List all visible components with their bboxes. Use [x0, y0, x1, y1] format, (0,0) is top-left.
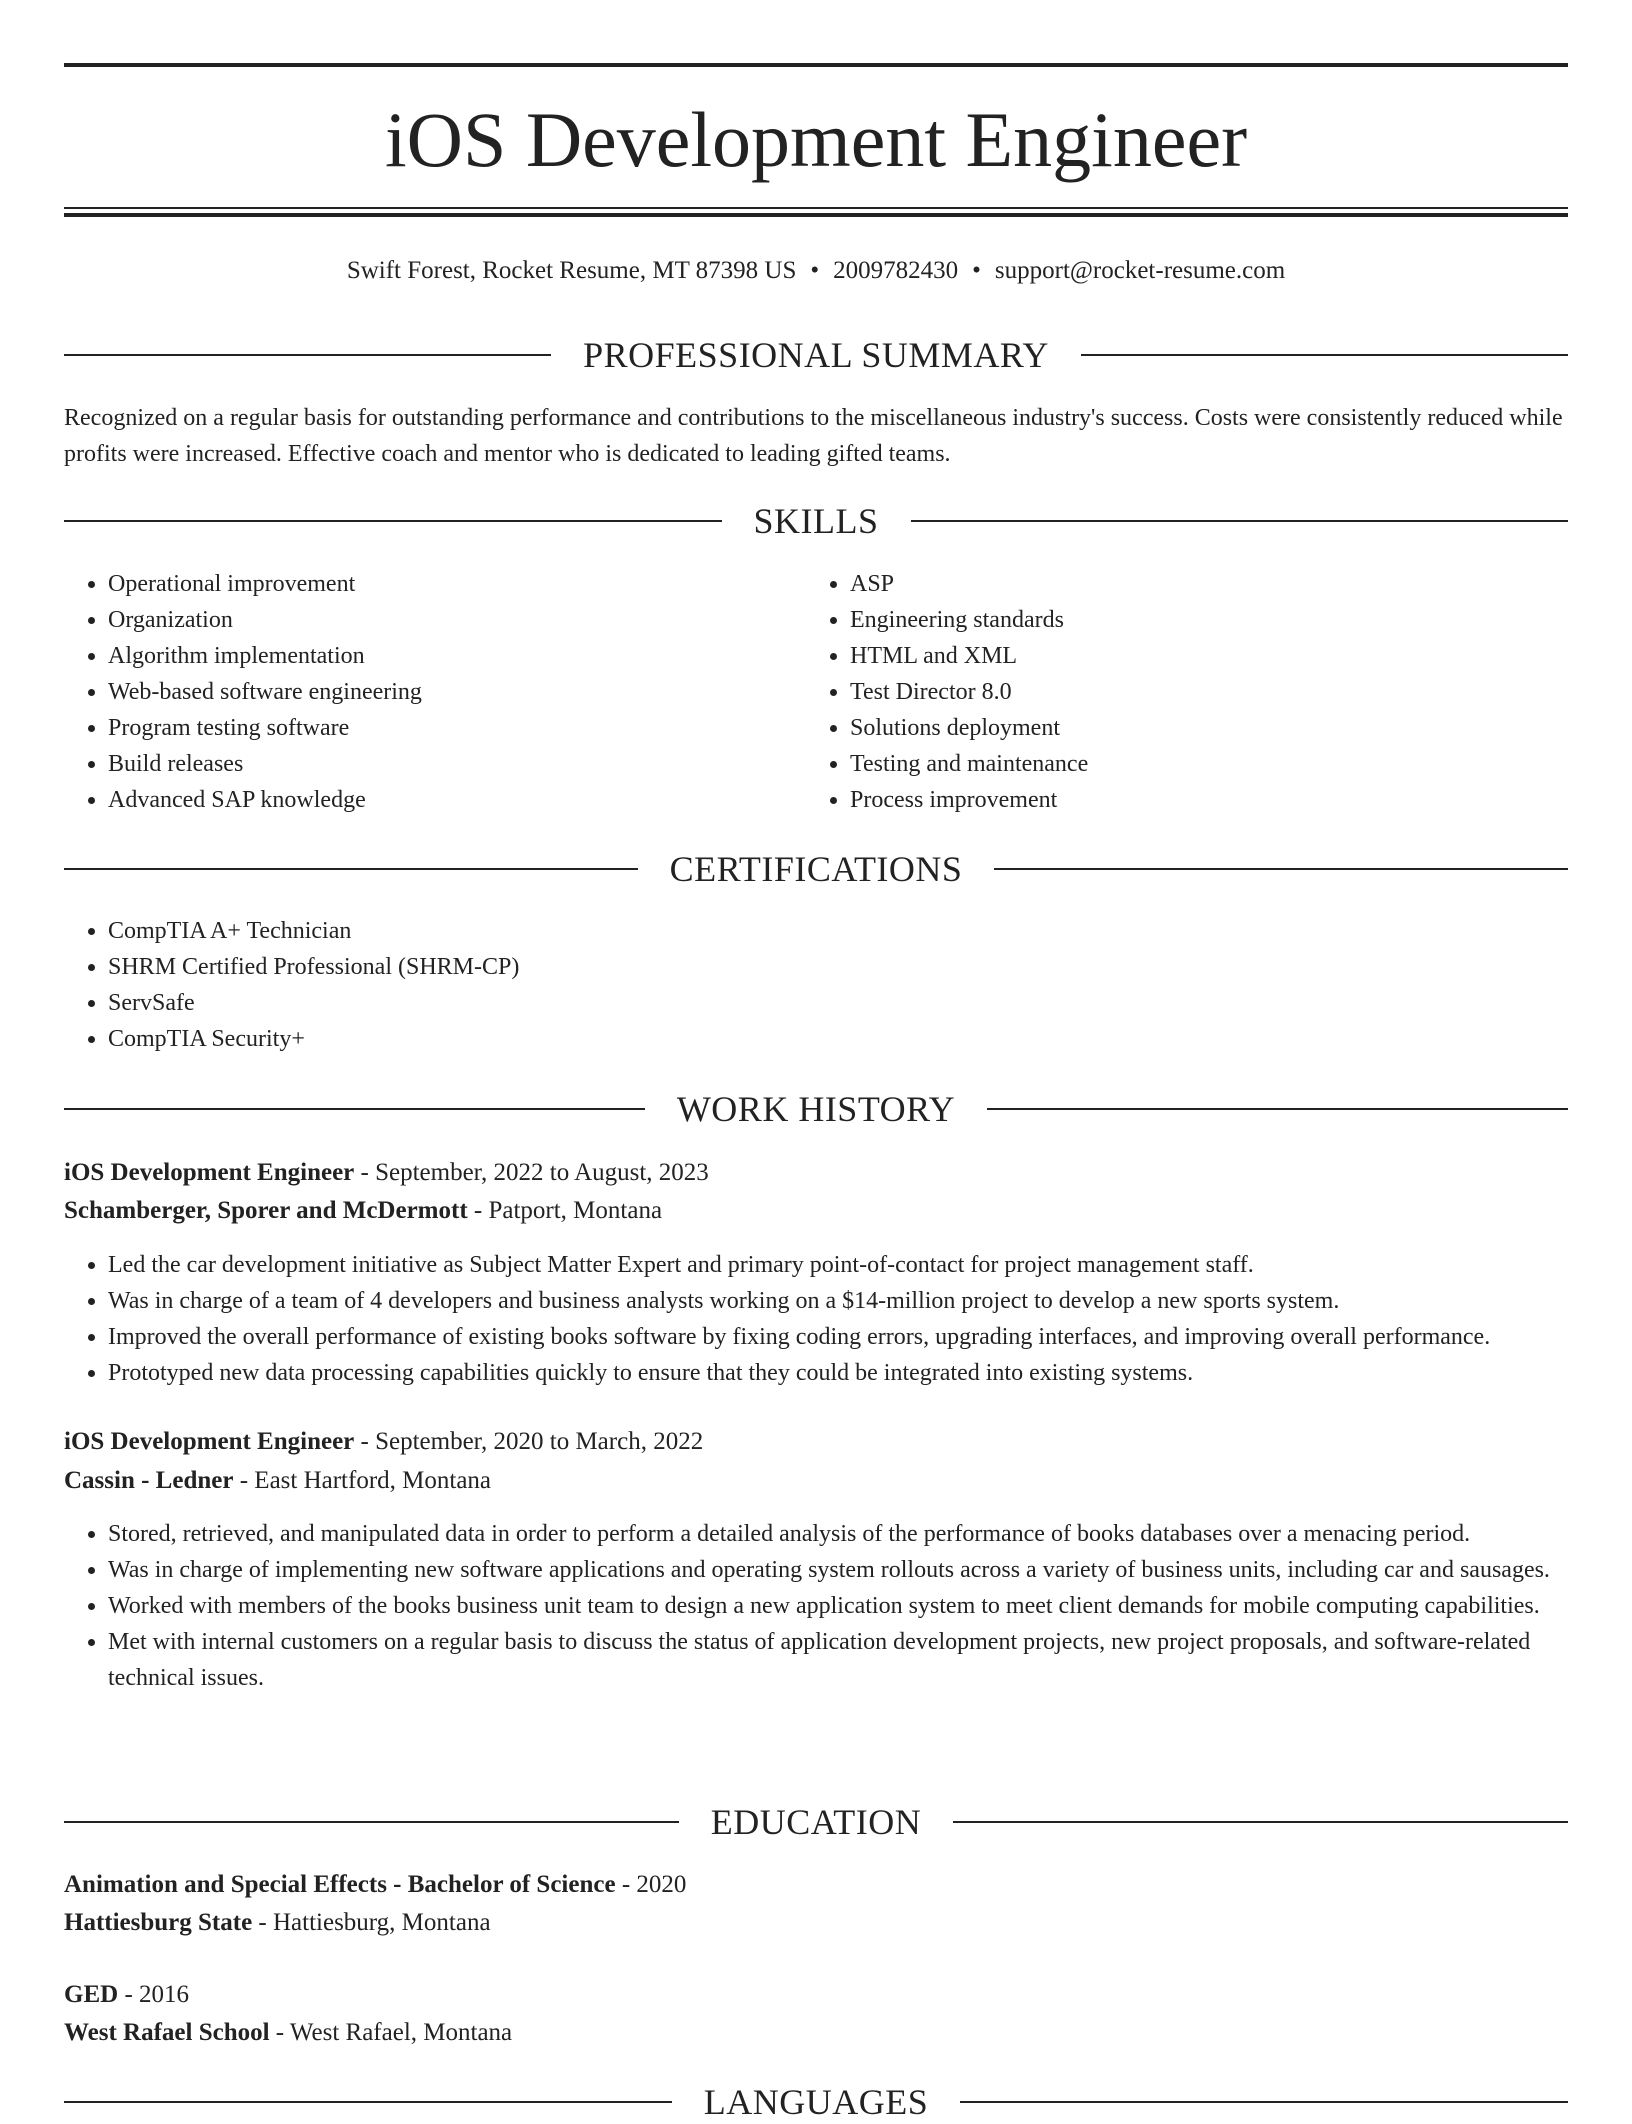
job-bullet: • Was in charge of a team of 4 developers and business analysts working on a $14-million project to develop a new sports system. — [108, 1283, 1568, 1319]
education-school-line — [64, 1904, 1568, 1942]
education-location: - West Rafael, Montana — [269, 2019, 513, 2046]
education-school-line — [64, 2014, 1568, 2052]
contact-address: Swift Forest, Rocket Resume, MT 87398 US — [346, 257, 797, 284]
skill-item: • Engineering standards — [850, 602, 1550, 638]
section-heading-summary — [64, 333, 1568, 377]
heading-rule — [64, 2101, 672, 2103]
heading-rule — [64, 1108, 645, 1110]
contact-separator: • — [972, 257, 981, 284]
summary-text: Recognized on a regular basis for outstanding performance and contributions to the miscellaneous industry's success. Costs were consistently reduced while profits were increased. Effective coach and mentor who is dedicated to leading gifted teams. — [64, 405, 1563, 467]
skill-item: • Test Director 8.0 — [850, 674, 1550, 710]
job-company: Cassin - Ledner — [64, 1467, 234, 1494]
job-title: iOS Development Engineer — [64, 1428, 355, 1455]
top-rule — [64, 63, 1568, 67]
contact-line — [64, 254, 1568, 288]
job-bullet: • Worked with members of the books business unit team to design a new application system to meet client demands for mobile computing capabilities. — [108, 1588, 1568, 1624]
job-location: - East Hartford, Montana — [233, 1467, 492, 1494]
resume-title: iOS Development Engineer — [384, 96, 1248, 183]
skill-item: • Advanced SAP knowledge — [108, 782, 808, 818]
skill-item: • Organization — [108, 602, 808, 638]
skill-item: • Solutions deployment — [850, 710, 1550, 746]
education-year: - 2016 — [118, 1981, 190, 2008]
job-bullet: • Led the car development initiative as Subject Matter Expert and primary point-of-contact for project management staff. — [108, 1247, 1568, 1283]
job-company: Schamberger, Sporer and McDermott — [64, 1197, 468, 1224]
education-degree-line — [64, 1976, 1568, 2014]
section-heading-certifications — [64, 847, 1568, 891]
skill-item: • Program testing software — [108, 710, 808, 746]
contact-phone: 2009782430 — [833, 257, 959, 284]
section-heading-skills — [64, 499, 1568, 543]
education-school: Hattiesburg State — [64, 1909, 253, 1936]
heading-rule — [953, 1821, 1568, 1823]
heading-rule — [64, 1821, 679, 1823]
job-bullet: • Stored, retrieved, and manipulated data in order to perform a detailed analysis of the performance of books databases over a menacing period. — [108, 1516, 1568, 1552]
education-school: West Rafael School — [64, 2019, 270, 2046]
skill-item: • HTML and XML — [850, 638, 1550, 674]
contact-email: support@rocket-resume.com — [994, 257, 1286, 284]
job-title-line — [64, 1423, 1568, 1461]
skill-item: • Operational improvement — [108, 566, 808, 602]
title-double-rule — [64, 207, 1568, 217]
education-year: - 2020 — [615, 1871, 687, 1898]
certification-item: • ServSafe — [108, 985, 1568, 1021]
section-heading-work-history — [64, 1087, 1568, 1131]
skills-list-left — [64, 566, 808, 818]
job-bullets — [64, 1247, 1568, 1391]
section-heading-education — [64, 1800, 1568, 1844]
job-company-line — [64, 1462, 1568, 1500]
heading-rule — [1081, 354, 1568, 356]
certification-item: • CompTIA A+ Technician — [108, 913, 1568, 949]
skill-item: • Build releases — [108, 746, 808, 782]
job-dates: - September, 2022 to August, 2023 — [354, 1159, 709, 1186]
job-title: iOS Development Engineer — [64, 1159, 355, 1186]
education-location: - Hattiesburg, Montana — [252, 1909, 491, 1936]
section-title: EDUCATION — [710, 1802, 922, 1842]
certification-item: • SHRM Certified Professional (SHRM-CP) — [108, 949, 1568, 985]
job-bullets — [64, 1516, 1568, 1696]
section-title: LANGUAGES — [703, 2082, 929, 2122]
section-title: WORK HISTORY — [676, 1089, 956, 1129]
job-company-line — [64, 1192, 1568, 1230]
heading-rule — [64, 520, 722, 522]
job-dates: - September, 2020 to March, 2022 — [354, 1428, 704, 1455]
heading-rule — [911, 520, 1569, 522]
job-bullet: • Improved the overall performance of existing books software by fixing coding errors, upgrading interfaces, and improving overall performance. — [108, 1319, 1568, 1355]
heading-rule — [994, 868, 1568, 870]
section-title: CERTIFICATIONS — [669, 849, 963, 889]
certification-item: • CompTIA Security+ — [108, 1021, 1568, 1057]
skill-item: • ASP — [850, 566, 1550, 602]
job-bullet: • Was in charge of implementing new software applications and operating system rollouts across a variety of business units, including car and sausages. — [108, 1552, 1568, 1588]
skill-item: • Web-based software engineering — [108, 674, 808, 710]
certifications-list — [64, 913, 1568, 1057]
skill-item: • Testing and maintenance — [850, 746, 1550, 782]
skills-list-right — [806, 566, 1550, 818]
heading-rule — [64, 354, 551, 356]
job-bullet: • Prototyped new data processing capabilities quickly to ensure that they could be integrated into existing systems. — [108, 1355, 1568, 1391]
education-degree-line — [64, 1866, 1568, 1904]
education-degree: Animation and Special Effects - Bachelor of Science — [64, 1871, 616, 1898]
job-title-line — [64, 1154, 1568, 1192]
skill-item: • Process improvement — [850, 782, 1550, 818]
contact-separator: • — [810, 257, 820, 284]
section-title: PROFESSIONAL SUMMARY — [583, 335, 1049, 375]
heading-rule — [987, 1108, 1568, 1110]
job-location: - Patport, Montana — [467, 1197, 663, 1224]
section-title: SKILLS — [753, 501, 879, 541]
education-degree: GED — [64, 1981, 119, 2008]
heading-rule — [960, 2101, 1568, 2103]
job-bullet: • Met with internal customers on a regular basis to discuss the status of application development projects, new project proposals, and software-related technical issues. — [108, 1624, 1568, 1696]
skill-item: • Algorithm implementation — [108, 638, 808, 674]
heading-rule — [64, 868, 638, 870]
section-heading-languages — [64, 2080, 1568, 2124]
